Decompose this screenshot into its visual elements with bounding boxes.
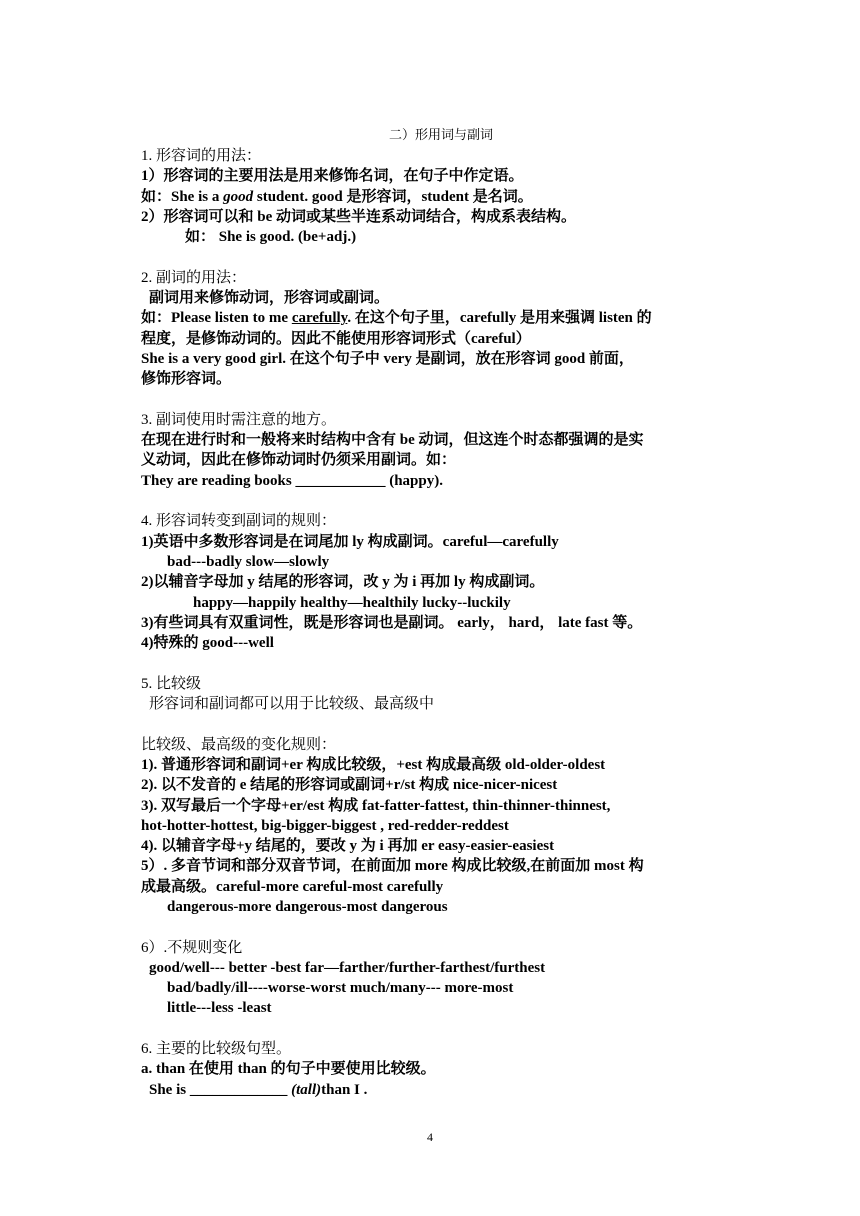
section-5-example: good/well--- better -best far—farther/further-farthest/furthest — [149, 959, 546, 976]
section-2-line: 副词用来修饰动词，形容词或副词。 — [149, 290, 390, 307]
section-5-subheading: 6）.不规则变化 — [141, 939, 243, 956]
page-number: 4 — [427, 1130, 433, 1144]
section-4-rule: 4)特殊的 good---well — [141, 635, 274, 652]
section-3-line: 义动词，因此在修饰动词时仍须采用副词。如： — [141, 452, 457, 469]
section-5-rule: 3). 双写最后一个字母+er/est 构成 fat-fatter-fattest, thin-thinner-thinnest, — [141, 797, 611, 814]
section-5-example: hot-hotter-hottest, big-bigger-biggest , red-redder-reddest — [141, 817, 509, 834]
section-1-example: 如：She is a good student. good 是形容词，student 是名词。 — [141, 188, 533, 205]
section-4-rule: 1)英语中多数形容词是在词尾加 ly 构成副词。careful—carefully — [141, 533, 559, 550]
section-5-rule: 4). 以辅音字母+y 结尾的，要改 y 为 i 再加 er easy-easier-easiest — [141, 838, 555, 855]
section-3-line: 在现在进行时和一般将来时结构中含有 be 动词，但这连个时态都强调的是实 — [141, 432, 644, 449]
section-3-heading: 3. 副词使用时需注意的地方。 — [141, 411, 337, 428]
section-5-rule: 5）. 多音节词和部分双音节词，在前面加 more 构成比较级,在前面加 most 构 — [141, 858, 644, 875]
section-3-example: They are reading books ____________ (happy). — [141, 472, 443, 489]
section-5-example: dangerous-more dangerous-most dangerous — [167, 898, 448, 915]
section-1-example: 如： She is good. (be+adj.) — [185, 229, 357, 246]
page-title: 二）形用词与副词 — [388, 127, 493, 142]
section-5-example: bad/badly/ill----worse-worst much/many--- more-most — [167, 980, 514, 997]
section-4-example: happy—happily healthy—healthily lucky--luckily — [193, 594, 511, 611]
section-4-heading: 4. 形容词转变到副词的规则： — [141, 513, 337, 530]
document-body — [141, 124, 741, 1100]
section-4-rule: 2)以辅音字母加 y 结尾的形容词，改 y 为 i 再加 ly 构成副词。 — [141, 574, 545, 591]
section-6-example: She is _____________ (tall)than I . — [149, 1081, 368, 1098]
section-5-example: 成最高级。careful-more careful-most carefully — [141, 878, 444, 895]
section-1-line: 1）形容词的主要用法是用来修饰名词，在句子中作定语。 — [141, 168, 524, 185]
section-5-example: little---less -least — [167, 1000, 272, 1017]
section-2-line: She is a very good girl. 在这个句子中 very 是副词，放在形容词 good 前面， — [141, 350, 634, 367]
section-4-example: bad---badly slow—slowly — [167, 553, 330, 570]
section-1-heading: 1. 形容词的用法： — [141, 148, 262, 164]
section-2-example: 如：Please listen to me carefully. 在这个句子里，carefully 是用来强调 listen 的 — [141, 310, 652, 327]
section-2-line: 程度，是修饰动词的。因此不能使用形容词形式（careful） — [141, 330, 531, 347]
section-5-line: 形容词和副词都可以用于比较级、最高级中 — [149, 696, 435, 713]
section-1-line: 2）形容词可以和 be 动词或某些半连系动词结合，构成系表结构。 — [141, 208, 577, 225]
section-2-line: 修饰形容词。 — [141, 371, 232, 388]
section-5-subheading: 比较级、最高级的变化规则： — [141, 736, 337, 753]
section-4-rule: 3)有些词具有双重词性，既是形容词也是副词。 early， hard， late fast 等。 — [141, 614, 643, 631]
section-2-heading: 2. 副词的用法： — [141, 269, 247, 286]
section-5-rule: 1). 普通形容词和副词+er 构成比较级，+est 构成最高级 old-older-oldest — [141, 756, 606, 773]
section-5-heading: 5. 比较级 — [141, 675, 202, 692]
section-5-rule: 2). 以不发音的 e 结尾的形容词或副词+r/st 构成 nice-nicer-nicest — [141, 777, 558, 794]
section-6-heading: 6. 主要的比较级句型。 — [141, 1041, 292, 1058]
section-6-line: a. than 在使用 than 的句子中要使用比较级。 — [141, 1061, 436, 1078]
